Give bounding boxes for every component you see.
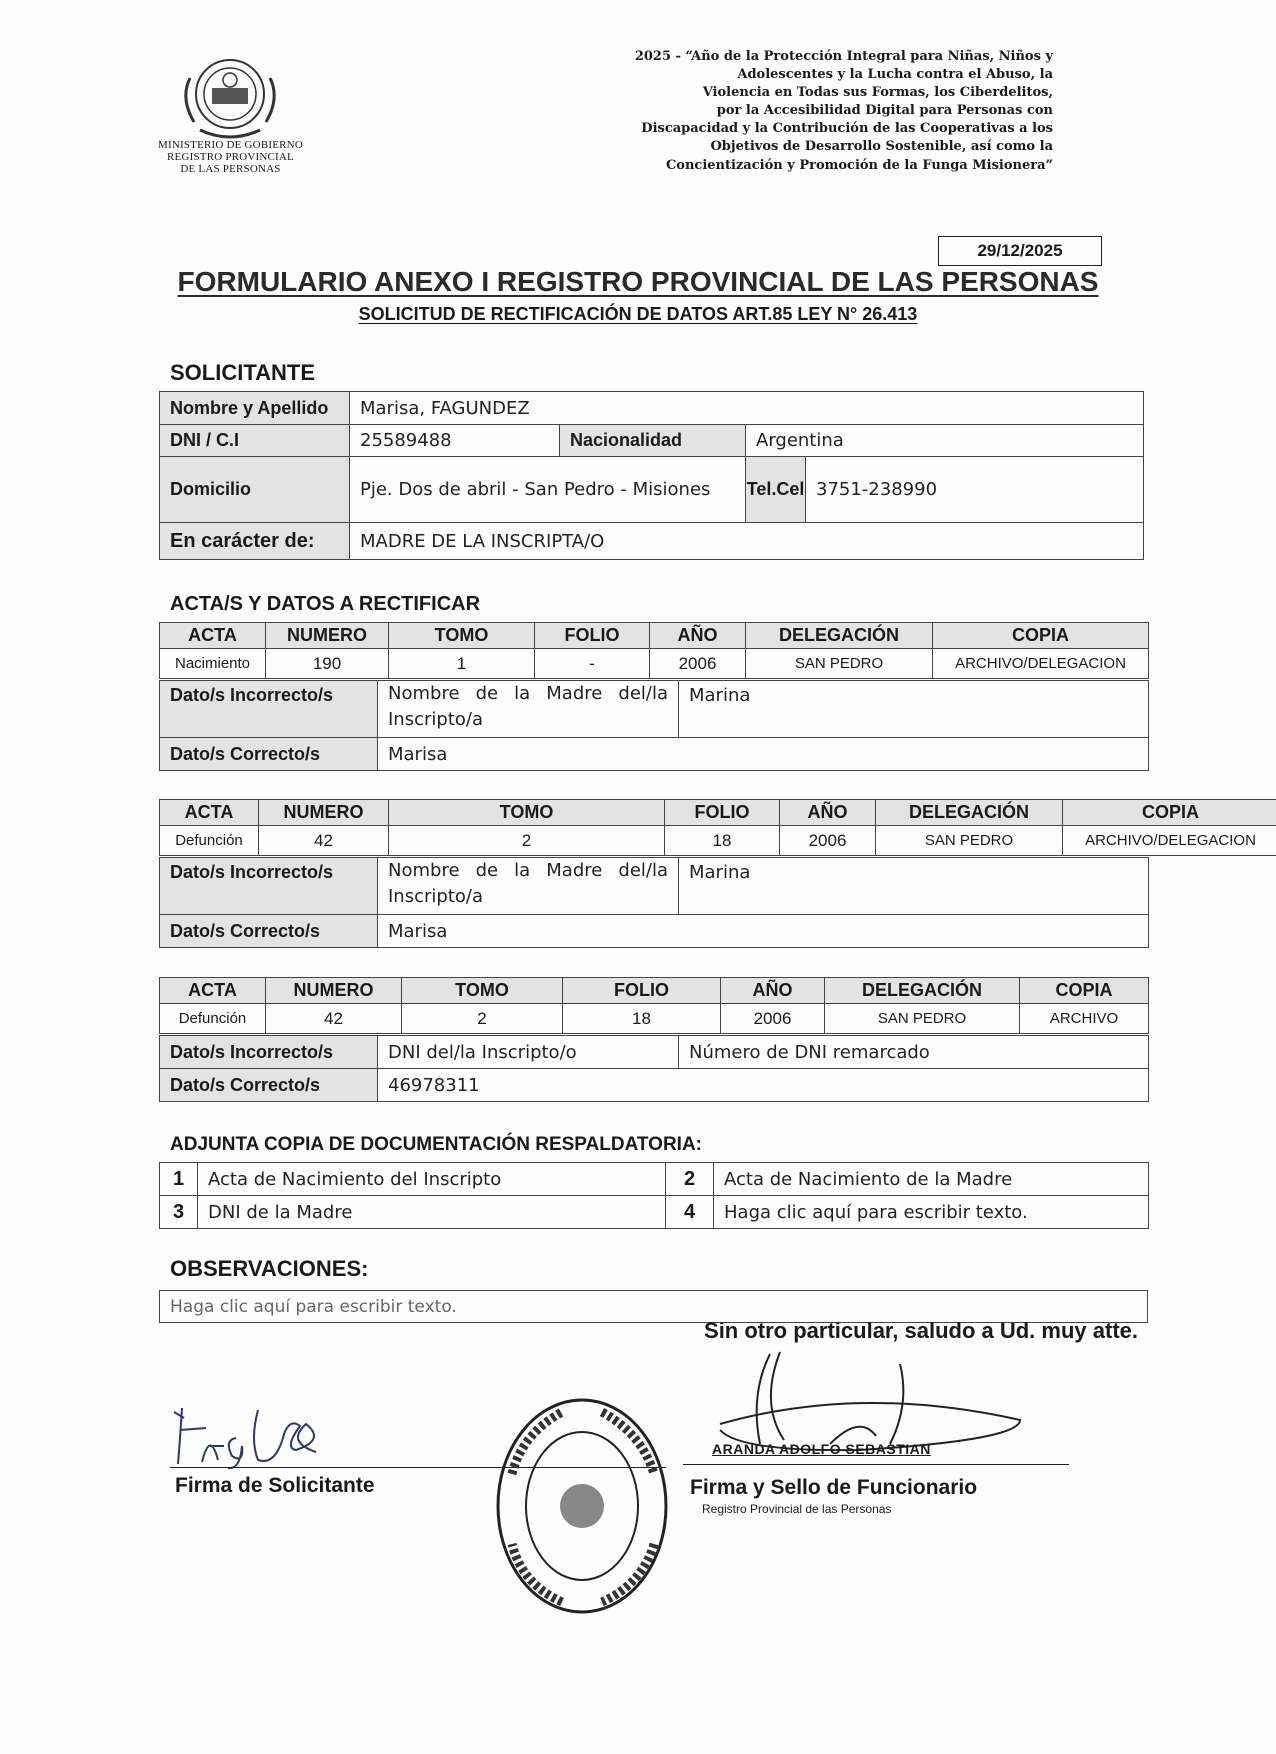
incorrect-field[interactable]: Marina xyxy=(679,681,1149,738)
correct-label: Dato/s Correcto/s xyxy=(160,915,378,948)
col-folio: FOLIO xyxy=(535,623,650,649)
observaciones-heading: OBSERVACIONES: xyxy=(170,1256,369,1281)
officer-signature-label: Firma y Sello de Funcionario xyxy=(690,1476,978,1499)
col-numero: NUMERO xyxy=(266,623,389,649)
acta-folio[interactable]: 18 xyxy=(563,1004,721,1034)
acta-copia[interactable]: ARCHIVO/DELEGACION xyxy=(1063,826,1276,856)
ministry-line-1: MINISTERIO DE GOBIERNO xyxy=(158,139,303,151)
adjunta-item[interactable]: Acta de Nacimiento del Inscripto xyxy=(198,1163,666,1196)
campo-field[interactable]: DNI del/la Inscripto/o xyxy=(378,1036,679,1069)
adjunta-item[interactable]: DNI de la Madre xyxy=(198,1196,666,1229)
col-acta: ACTA xyxy=(160,978,266,1004)
acta-datos-3 xyxy=(159,1035,1149,1102)
dni-label: DNI / C.I xyxy=(160,425,350,457)
acta-tomo[interactable]: 2 xyxy=(389,826,665,856)
correct-field[interactable]: Marisa xyxy=(378,738,1149,771)
incorrect-field[interactable]: Número de DNI remarcado xyxy=(679,1036,1149,1069)
provincial-seal-logo xyxy=(170,48,290,144)
col-delegacion: DELEGACIÓN xyxy=(825,978,1020,1004)
motto-line-4: por la Accesibilidad Digital para Personas con xyxy=(716,103,1053,118)
adjunta-num: 1 xyxy=(160,1163,198,1196)
correct-label: Dato/s Correcto/s xyxy=(160,738,378,771)
nombre-label: Nombre y Apellido xyxy=(160,392,350,425)
officer-signature-line xyxy=(683,1464,1069,1465)
adjunta-item-placeholder[interactable]: Haga clic aquí para escribir texto. xyxy=(714,1196,1149,1229)
col-copia: COPIA xyxy=(1063,800,1276,826)
adjunta-heading: ADJUNTA COPIA DE DOCUMENTACIÓN RESPALDATORIA: xyxy=(170,1134,702,1155)
col-delegacion: DELEGACIÓN xyxy=(746,623,933,649)
officer-signature xyxy=(660,1344,1040,1454)
closing-text: Sin otro particular, saludo a Ud. muy atte. xyxy=(704,1318,1138,1343)
motto-line-2: Adolescentes y la Lucha contra el Abuso, la xyxy=(737,67,1053,82)
col-folio: FOLIO xyxy=(665,800,780,826)
col-tomo: TOMO xyxy=(389,623,535,649)
acta-delegacion[interactable]: SAN PEDRO xyxy=(876,826,1063,856)
col-copia: COPIA xyxy=(1020,978,1149,1004)
col-tomo: TOMO xyxy=(402,978,563,1004)
campo-field[interactable]: Nombre de la Madre del/la Inscripto/a xyxy=(378,681,679,738)
adjunta-num: 4 xyxy=(666,1196,714,1229)
domicilio-label: Domicilio xyxy=(160,457,350,523)
acta-numero[interactable]: 42 xyxy=(259,826,389,856)
acta-tipo[interactable]: Nacimiento xyxy=(160,649,266,679)
solicitante-table xyxy=(159,391,1144,560)
form-title: FORMULARIO ANEXO I REGISTRO PROVINCIAL DE LAS PERSONAS xyxy=(177,266,1099,297)
incorrect-label: Dato/s Incorrecto/s xyxy=(160,858,378,915)
acta-tomo[interactable]: 1 xyxy=(389,649,535,679)
tel-label: Tel.Cel xyxy=(746,457,806,523)
acta-table-3 xyxy=(159,977,1149,1034)
form-subtitle: SOLICITUD DE RECTIFICACIÓN DE DATOS ART.85 LEY N° 26.413 xyxy=(358,304,918,324)
official-round-stamp xyxy=(492,1394,672,1619)
col-acta: ACTA xyxy=(160,800,259,826)
applicant-signature xyxy=(166,1390,356,1470)
acta-folio[interactable]: - xyxy=(535,649,650,679)
acta-tomo[interactable]: 2 xyxy=(402,1004,563,1034)
adjunta-num: 2 xyxy=(666,1163,714,1196)
col-tomo: TOMO xyxy=(389,800,665,826)
col-acta: ACTA xyxy=(160,623,266,649)
acta-table-2 xyxy=(159,799,1276,856)
acta-anio[interactable]: 2006 xyxy=(721,1004,825,1034)
correct-field[interactable]: Marisa xyxy=(378,915,1149,948)
nombre-field[interactable]: Marisa, FAGUNDEZ xyxy=(350,392,1144,425)
adjunta-table xyxy=(159,1162,1149,1229)
col-delegacion: DELEGACIÓN xyxy=(876,800,1063,826)
correct-field[interactable]: 46978311 xyxy=(378,1069,1149,1102)
nacionalidad-field[interactable]: Argentina xyxy=(746,425,1144,457)
acta-anio[interactable]: 2006 xyxy=(780,826,876,856)
acta-tipo[interactable]: Defunción xyxy=(160,1004,266,1034)
acta-copia[interactable]: ARCHIVO/DELEGACION xyxy=(933,649,1149,679)
acta-numero[interactable]: 42 xyxy=(266,1004,402,1034)
officer-name: ARANDA ADOLFO SEBASTIAN xyxy=(712,1441,931,1457)
col-copia: COPIA xyxy=(933,623,1149,649)
ministry-line-2: REGISTRO PROVINCIAL xyxy=(167,151,294,163)
col-anio: AÑO xyxy=(721,978,825,1004)
incorrect-field[interactable]: Marina xyxy=(679,858,1149,915)
date-box[interactable]: 29/12/2025 xyxy=(938,236,1102,266)
col-anio: AÑO xyxy=(650,623,746,649)
caracter-field[interactable]: MADRE DE LA INSCRIPTA/O xyxy=(350,523,1144,560)
acta-delegacion[interactable]: SAN PEDRO xyxy=(825,1004,1020,1034)
campo-field[interactable]: Nombre de la Madre del/la Inscripto/a xyxy=(378,858,679,915)
incorrect-label: Dato/s Incorrecto/s xyxy=(160,681,378,738)
acta-table-1 xyxy=(159,622,1149,679)
motto-line-6: Objetivos de Desarrollo Sostenible, así como la xyxy=(710,139,1053,154)
tel-field[interactable]: 3751-238990 xyxy=(806,457,1144,523)
dni-field[interactable]: 25589488 xyxy=(350,425,560,457)
applicant-signature-label: Firma de Solicitante xyxy=(175,1474,375,1497)
acta-anio[interactable]: 2006 xyxy=(650,649,746,679)
motto-line-5: Discapacidad y la Contribución de las Cooperativas a los xyxy=(641,121,1053,136)
solicitante-heading: SOLICITANTE xyxy=(170,360,316,385)
col-numero: NUMERO xyxy=(266,978,402,1004)
motto-line-3: Violencia en Todas sus Formas, los Ciberdelitos, xyxy=(702,85,1053,100)
incorrect-label: Dato/s Incorrecto/s xyxy=(160,1036,378,1069)
acta-delegacion[interactable]: SAN PEDRO xyxy=(746,649,933,679)
nacionalidad-label: Nacionalidad xyxy=(560,425,746,457)
caracter-label: En carácter de: xyxy=(160,523,350,560)
motto-line-1: 2025 - “Año de la Protección Integral para Niñas, Niños y xyxy=(634,49,1053,64)
correct-label: Dato/s Correcto/s xyxy=(160,1069,378,1102)
acta-datos-2 xyxy=(159,857,1149,948)
domicilio-field[interactable]: Pje. Dos de abril - San Pedro - Misiones xyxy=(350,457,746,523)
acta-folio[interactable]: 18 xyxy=(665,826,780,856)
actas-heading: ACTA/S Y DATOS A RECTIFICAR xyxy=(170,593,481,615)
col-anio: AÑO xyxy=(780,800,876,826)
col-numero: NUMERO xyxy=(259,800,389,826)
adjunta-item[interactable]: Acta de Nacimiento de la Madre xyxy=(714,1163,1149,1196)
acta-tipo[interactable]: Defunción xyxy=(160,826,259,856)
ministry-line-3: DE LAS PERSONAS xyxy=(180,163,281,175)
acta-copia[interactable]: ARCHIVO xyxy=(1020,1004,1149,1034)
motto-line-7: Concientización y Promoción de la Funga Misionera” xyxy=(665,158,1053,173)
acta-datos-1 xyxy=(159,680,1149,771)
acta-numero[interactable]: 190 xyxy=(266,649,389,679)
adjunta-num: 3 xyxy=(160,1196,198,1229)
col-folio: FOLIO xyxy=(563,978,721,1004)
officer-registry: Registro Provincial de las Personas xyxy=(702,1502,892,1516)
observaciones-field[interactable]: Haga clic aquí para escribir texto. xyxy=(160,1291,1148,1323)
